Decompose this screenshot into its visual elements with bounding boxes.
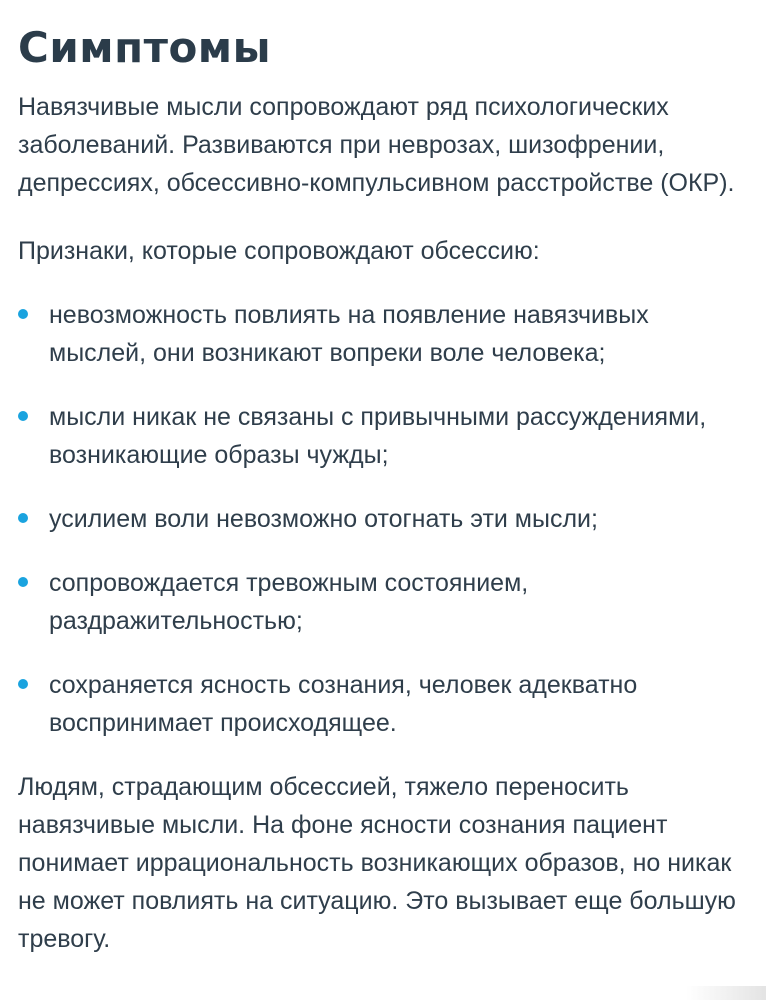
bullet-dot-icon	[18, 309, 28, 319]
intro-paragraph: Навязчивые мысли сопровождают ряд психологических заболеваний. Развиваются при неврозах, шизофрении, депрессиях, обсессивно-компульсивном расстройстве (ОКР).	[18, 93, 735, 197]
list-item	[18, 500, 748, 538]
section-heading: Симптомы	[18, 23, 272, 72]
signs-lead-paragraph: Признаки, которые сопровождают обсессию:	[18, 237, 540, 265]
list-item-text: мысли никак не связаны с привычными рассуждениями, возникающие образы чужды;	[49, 403, 707, 469]
list-item	[18, 564, 748, 640]
outro-paragraph: Людям, страдающим обсессией, тяжело переносить навязчивые мысли. На фоне ясности сознания пациент понимает иррациональность возникающих образов, но никак не может повлиять на ситуацию. Это вызывает еще большую тревогу.	[18, 773, 736, 953]
bullet-dot-icon	[18, 411, 28, 421]
corner-shadow	[686, 986, 766, 1000]
bullet-dot-icon	[18, 513, 28, 523]
bullet-dot-icon	[18, 577, 28, 587]
signs-list	[18, 296, 748, 742]
article	[18, 0, 748, 958]
list-item	[18, 296, 748, 372]
list-item-text: усилием воли невозможно отогнать эти мысли;	[49, 505, 598, 533]
list-item-text: невозможность повлиять на появление навязчивых мыслей, они возникают вопреки воле человека;	[49, 301, 649, 367]
list-item-text: сохраняется ясность сознания, человек адекватно воспринимает происходящее.	[49, 671, 638, 737]
list-item	[18, 666, 748, 742]
list-item	[18, 398, 748, 474]
list-item-text: сопровождается тревожным состоянием, раздражительностью;	[49, 569, 529, 635]
bullet-dot-icon	[18, 679, 28, 689]
